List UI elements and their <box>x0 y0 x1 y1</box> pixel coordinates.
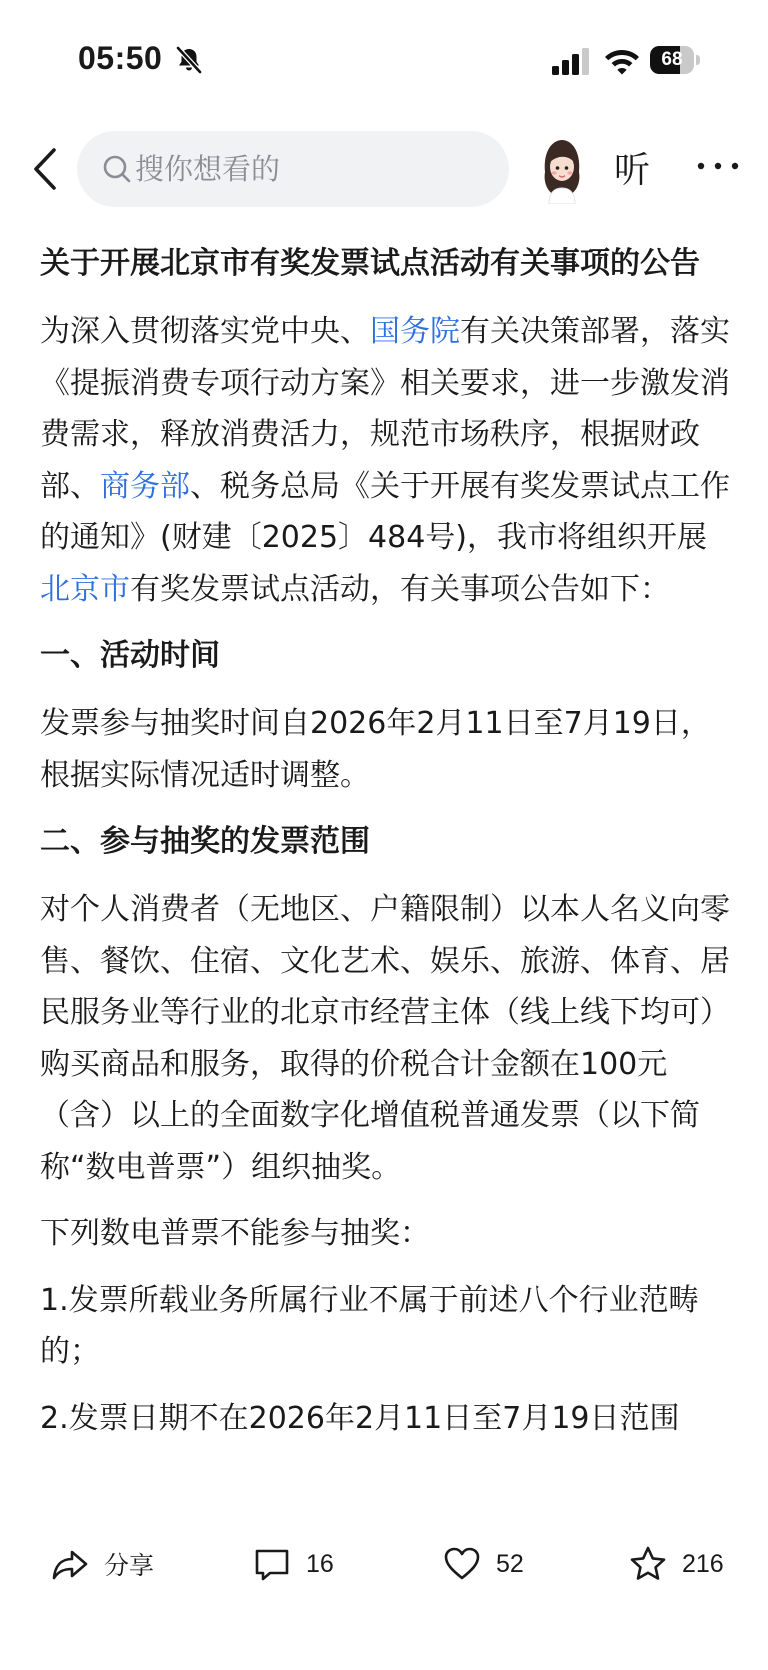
inline-link[interactable]: 商务部 <box>100 468 190 504</box>
search-placeholder: 搜你想看的 <box>135 152 281 186</box>
exclusion-item-1: 1.发票所载业务所属行业不属于前述八个行业范畴的； <box>40 1282 699 1369</box>
intro-text: 有奖发票试点活动，有关事项公告如下： <box>130 571 670 607</box>
listen-button[interactable]: 听 <box>614 150 651 191</box>
section-heading-time: 一、活动时间 <box>40 638 220 673</box>
section-scope-text: 对个人消费者（无地区、户籍限制）以本人名义向零售、餐饮、住宿、文化艺术、娱乐、旅游、体育、居民服务业等行业的北京市经营主体（线上线下均可）购买商品和服务，取得的价税合计金额在100元（含）以上的全面数字化增值税普通发票（以下简称“数电普票”）组织抽奖。 <box>40 892 730 1185</box>
favorite-button[interactable] <box>628 1542 724 1586</box>
heart-icon <box>442 1544 482 1584</box>
like-button[interactable] <box>442 1542 524 1586</box>
comment-count: 16 <box>306 1549 334 1578</box>
bottom-action-bar <box>0 1506 768 1670</box>
share-label: 分享 <box>104 1552 155 1580</box>
article-title: 关于开展北京市有奖发票试点活动有关事项的公告 <box>40 246 700 281</box>
battery-percent: 68 <box>661 49 683 70</box>
section-heading-scope: 二、参与抽奖的发票范围 <box>40 824 370 859</box>
intro-text: 有关决策部署，落实《提振消费专项行动方案》相关要求，进一步激发消费需求，释放消费活力，规范市场秩序，根据财政部、 <box>40 314 730 504</box>
share-icon <box>50 1544 90 1584</box>
star-icon <box>628 1544 668 1584</box>
share-button[interactable] <box>50 1542 154 1586</box>
intro-paragraph <box>40 306 730 615</box>
intro-text: 、税务总局《关于开展有奖发票试点工作的通知》(财建〔2025〕484号)，我市将组织开展 <box>40 468 730 555</box>
status-time: 05:50 <box>78 40 163 76</box>
article-body <box>40 238 730 1459</box>
like-count: 52 <box>496 1549 524 1578</box>
section-time-text: 发票参与抽奖时间自2026年2月11日至7月19日，根据实际情况适时调整。 <box>40 706 711 793</box>
inline-link[interactable]: 国务院 <box>370 314 460 349</box>
comment-icon <box>252 1544 292 1584</box>
exclusion-item-2: 2.发票日期不在2026年2月11日至7月19日范围 <box>40 1400 680 1436</box>
exclusion-intro: 下列数电普票不能参与抽奖： <box>40 1216 430 1251</box>
inline-link[interactable]: 北京市 <box>40 571 130 607</box>
intro-text: 为深入贯彻落实党中央、 <box>40 314 370 349</box>
comment-button[interactable] <box>252 1542 334 1586</box>
favorite-count: 216 <box>682 1549 724 1578</box>
